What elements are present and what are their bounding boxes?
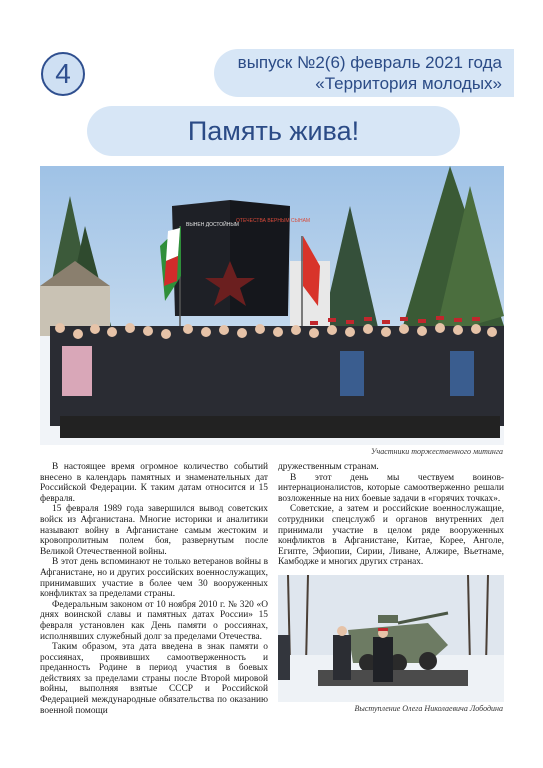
paragraph: В этот день вспоминают не только ветеранов войны в Афганистане, но и других российских военнослужащих, принимавших участие в более чем 30 вооруженных конфликтах за пределами страны.	[40, 557, 268, 600]
speech-photo-illustration	[278, 575, 504, 702]
page-number: 4	[55, 58, 71, 89]
rally-photo	[40, 166, 504, 445]
paragraph: Советские, а затем и российские военнослужащие, сотрудники спецслужб и органов внутренних дел принимали участие в целом ряде вооруженных конфликтов в Афганистане, Китае, Корее, Анголе, Египте, Эфиопии, Сирии, Ливане, Алжире, Вьетнаме, Камбодже и многих других странах.	[278, 504, 504, 568]
paragraph-continuation: дружественным странам.	[278, 462, 379, 472]
paragraph: 15 февраля 1989 года завершился вывод советских войск из Афганистана. Многие историки и аналитики называют войну в Афганистане самым жестоким и кровопролитным полем боя, развернутым после Великой Отечественной войны.	[40, 504, 268, 557]
article-column-left	[40, 462, 268, 716]
paragraph: Федеральным законом от 10 ноября 2010 г. № 320 «О днях воинской славы и памятных датах России» 15 февраля установлен как День памяти о россиянах, исполнявших служебный долг за пределами Отечества.	[40, 599, 268, 642]
paragraph: В этот день мы чествуем воинов-интернационалистов, которые самоотверженно решали возложенные на них боевые задачи в «горячих точках».	[278, 472, 504, 504]
speech-photo	[278, 575, 504, 702]
paragraph: Таким образом, эта дата введена в знак памяти о россиянах, проявивших самоотверженность и преданность Родине в период участия в боевых действиях за пределами страны после Второй мировой войны, выполняя взятые СССР и Российской Федерацией международные обязательства по оказанию военной помощи	[40, 642, 268, 716]
issue-line-1: выпуск №2(6) февраль 2021 года	[237, 53, 502, 72]
monument-text-left: ВЫНЕН ДОСТОЙНЫМ	[186, 222, 239, 228]
article-title: Память жива!	[187, 115, 360, 146]
page-number-badge	[41, 52, 85, 96]
rally-photo-caption: Участники торжественного митинга	[371, 447, 503, 456]
monument-text-right: ОТЕЧЕСТВА ВЕРНЫМ СЫНАМ	[236, 218, 311, 224]
issue-line-2: «Территория молодых»	[315, 74, 502, 93]
paragraph: В настоящее время огромное количество событий внесено в календарь памятных и знаменательных дат Российской Федерации. К таким датам относится и 15 февраля.	[40, 462, 268, 504]
article-title-banner	[87, 106, 460, 156]
issue-banner	[214, 49, 514, 97]
speech-photo-caption: Выступление Олега Николаевича Лободина	[354, 704, 503, 713]
article-column-right	[278, 462, 504, 568]
rally-photo-illustration	[40, 166, 504, 445]
